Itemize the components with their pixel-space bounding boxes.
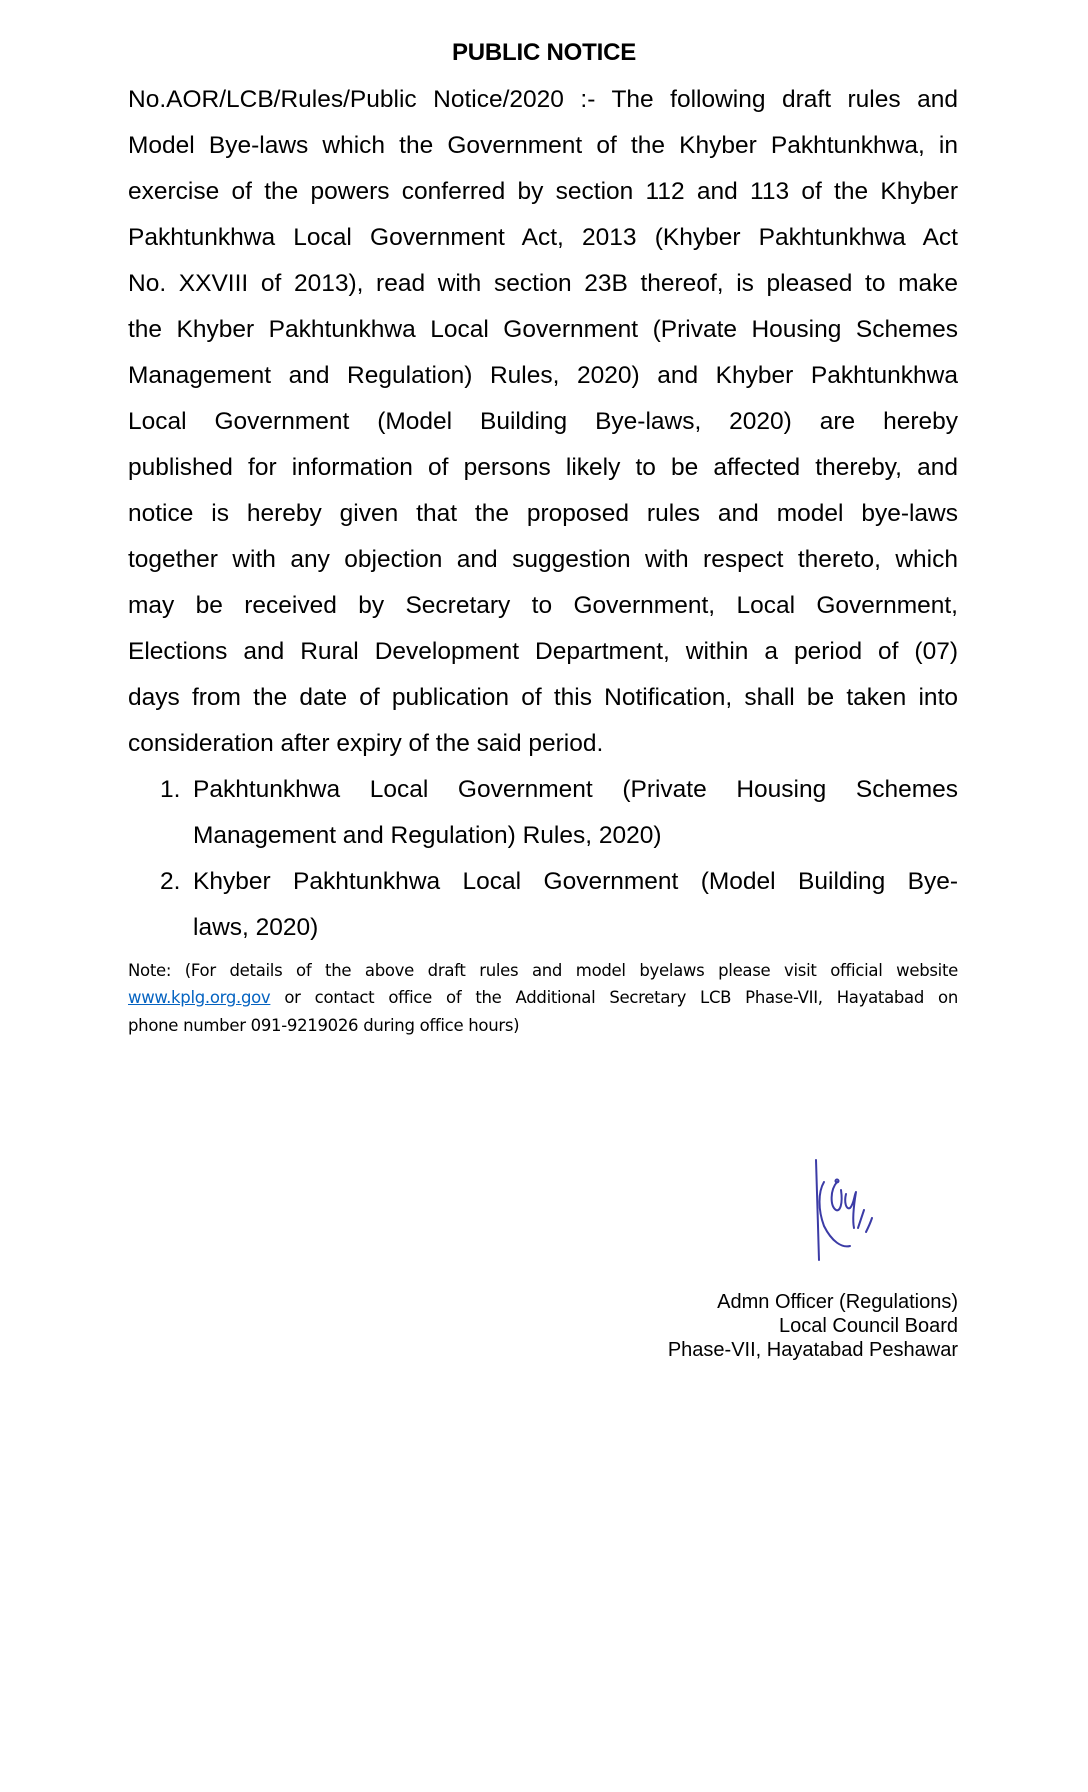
note-line xyxy=(128,987,958,1009)
website-link[interactable]: www.kplg.org.gov xyxy=(128,988,271,1007)
body-line: No.AOR/LCB/Rules/Public Notice/2020 :- The following draft rules and xyxy=(128,86,958,113)
list-item-line: Khyber Pakhtunkhwa Local Government (Model Building Bye- xyxy=(193,868,958,895)
signature-block xyxy=(668,1290,958,1362)
body-line: Model Bye-laws which the Government of the Khyber Pakhtunkhwa, in xyxy=(128,132,958,159)
note-line: phone number 091-9219026 during office hours) xyxy=(128,1016,520,1035)
signatory-address: Phase-VII, Hayatabad Peshawar xyxy=(667,1339,958,1361)
body-line: days from the date of publication of this Notification, shall be taken into xyxy=(128,684,958,711)
body-line: published for information of persons likely to be affected thereby, and xyxy=(128,454,958,481)
note-line-text: or contact office of the Additional Secretary LCB Phase-VII, Hayatabad on xyxy=(270,988,958,1007)
body-line: together with any objection and suggestion with respect thereto, which xyxy=(128,546,958,573)
signature-icon xyxy=(810,1158,882,1264)
body-line: Local Government (Model Building Bye-laws, 2020) are hereby xyxy=(128,408,958,435)
body-line: may be received by Secretary to Government, Local Government, xyxy=(128,592,958,619)
list-item-line: Pakhtunkhwa Local Government (Private Housing Schemes xyxy=(193,776,958,803)
body-line: exercise of the powers conferred by section 112 and 113 of the Khyber xyxy=(128,178,958,205)
body-line: Elections and Rural Development Department, within a period of (07) xyxy=(128,638,958,665)
list-number: 2. xyxy=(160,868,181,895)
body-line: Pakhtunkhwa Local Government Act, 2013 (Khyber Pakhtunkhwa Act xyxy=(128,224,958,251)
body-line: consideration after expiry of the said period. xyxy=(128,730,604,757)
body-line: the Khyber Pakhtunkhwa Local Government (Private Housing Schemes xyxy=(128,316,958,343)
note-line: Note: (For details of the above draft rules and model byelaws please visit official website xyxy=(128,961,958,980)
body-line: No. XXVIII of 2013), read with section 23B thereof, is pleased to make xyxy=(128,270,958,297)
list-item-line: Management and Regulation) Rules, 2020) xyxy=(193,822,662,849)
body-line: Management and Regulation) Rules, 2020) and Khyber Pakhtunkhwa xyxy=(128,362,958,389)
list-number: 1. xyxy=(160,776,181,803)
signatory-title: Admn Officer (Regulations) xyxy=(717,1291,958,1313)
signatory-office: Local Council Board xyxy=(779,1315,958,1337)
body-line: notice is hereby given that the proposed rules and model bye-laws xyxy=(128,500,958,527)
page-title: PUBLIC NOTICE xyxy=(451,39,637,66)
list-item-line: laws, 2020) xyxy=(193,914,319,941)
